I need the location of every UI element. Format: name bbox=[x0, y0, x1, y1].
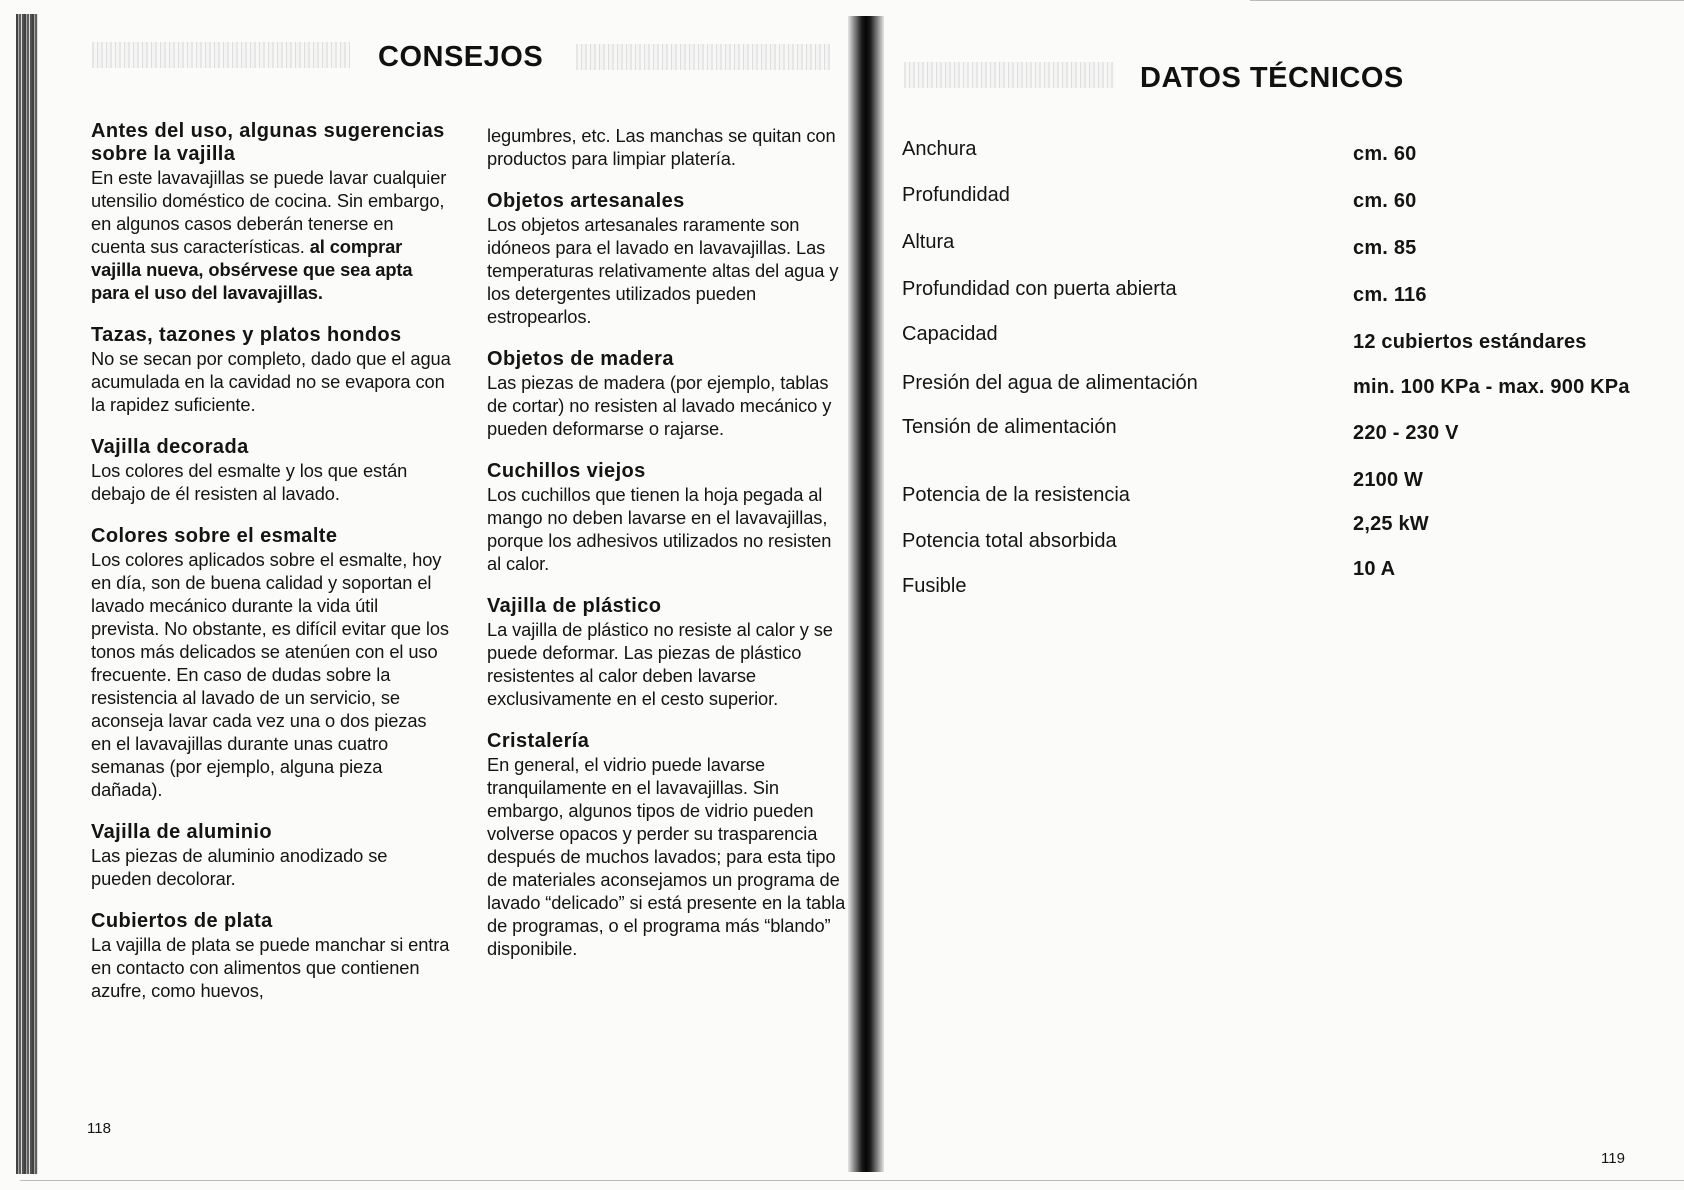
section-heading: Vajilla de aluminio bbox=[91, 821, 272, 843]
section-body: En general, el vidrio puede lavarse tranquilamente en el lavavajillas. Sin embargo, algunos tipos de vidrio pueden volverse opacos y perder su trasparencia después de muchos lavados; para esta tipo de materiales aconsejamos un programa de lavado “delicado” si está presente en la tabla de programas, o el programa más “blando” disponibile. bbox=[487, 754, 846, 959]
section-colores-esmalte bbox=[91, 525, 451, 801]
spec-row bbox=[880, 372, 1684, 402]
spec-label: Altura bbox=[902, 231, 955, 253]
section-antes-del-uso bbox=[91, 120, 451, 304]
section-heading: Colores sobre el esmalte bbox=[91, 525, 338, 547]
section-body: En este lavavajillas se puede lavar cualquier utensilio doméstico de cocina. Sin embargo, en algunos casos deberán tenerse en cuenta sus características. al comprar vajilla nueva, obsérvese que sea apta para el uso del lavavajillas. bbox=[91, 167, 447, 303]
spec-value: 2100 W bbox=[1353, 469, 1424, 491]
section-body: Los objetos artesanales raramente son idóneos para el lavado en lavavajillas. Las temperaturas relativamente altas del agua y los detergentes utilizados pueden estropearlos. bbox=[487, 214, 839, 327]
section-tazas bbox=[91, 324, 451, 416]
spec-row bbox=[880, 323, 1684, 353]
section-heading: Objetos artesanales bbox=[487, 190, 685, 212]
spec-row bbox=[880, 484, 1684, 514]
section-heading: Antes del uso, algunas sugerencias sobre la vajilla bbox=[91, 120, 445, 165]
section-heading: Vajilla decorada bbox=[91, 436, 249, 458]
section-cuchillos-viejos bbox=[487, 460, 847, 575]
spec-label: Profundidad bbox=[902, 184, 1010, 206]
spec-value: cm. 116 bbox=[1353, 284, 1427, 306]
spec-row bbox=[880, 416, 1684, 446]
title-decoration-right bbox=[576, 44, 830, 70]
text-column-2 bbox=[487, 124, 847, 980]
section-heading: Cubiertos de plata bbox=[91, 910, 273, 932]
section-cubiertos-plata bbox=[91, 910, 451, 1002]
section-body: legumbres, etc. Las manchas se quitan con productos para limpiar platería. bbox=[487, 125, 836, 169]
section-body: Los colores del esmalte y los que están debajo de él resisten al lavado. bbox=[91, 460, 408, 504]
page-number: 119 bbox=[1601, 1150, 1625, 1167]
spec-value: 220 - 230 V bbox=[1353, 422, 1459, 444]
title-decoration-left bbox=[92, 42, 350, 68]
spec-row bbox=[880, 184, 1684, 214]
spec-value: 2,25 kW bbox=[1353, 513, 1429, 535]
spec-label: Profundidad con puerta abierta bbox=[902, 278, 1177, 300]
spec-label: Presión del agua de alimentación bbox=[902, 372, 1198, 394]
spec-label: Tensión de alimentación bbox=[902, 416, 1117, 438]
spec-row bbox=[880, 138, 1684, 168]
section-heading: Tazas, tazones y platos hondos bbox=[91, 324, 402, 346]
spec-value: cm. 85 bbox=[1353, 237, 1417, 259]
spec-value: 12 cubiertos estándares bbox=[1353, 331, 1587, 353]
section-vajilla-plastico bbox=[487, 595, 847, 710]
spec-row bbox=[880, 530, 1684, 560]
text-column-1 bbox=[91, 120, 451, 1022]
section-body: La vajilla de plata se puede manchar si entra en contacto con alimentos que contienen azufre, como huevos, bbox=[91, 934, 450, 1001]
page-number: 118 bbox=[87, 1120, 111, 1137]
title-decoration-left bbox=[904, 62, 1114, 88]
section-body: La vajilla de plástico no resiste al calor y se puede deformar. Las piezas de plástico resistentes al calor deben lavarse exclusivamente en el cesto superior. bbox=[487, 619, 833, 709]
section-body: Los cuchillos que tienen la hoja pegada al mango no deben lavarse en el lavavajillas, porque los adhesivos utilizados no resisten al calor. bbox=[487, 484, 832, 574]
section-objetos-artesanales bbox=[487, 190, 847, 328]
right-page bbox=[880, 0, 1684, 1190]
section-heading: Objetos de madera bbox=[487, 348, 674, 370]
section-body: Las piezas de madera (por ejemplo, tablas de cortar) no resisten al lavado mecánico y pueden deformarse o rajarse. bbox=[487, 372, 832, 439]
section-heading: Vajilla de plástico bbox=[487, 595, 662, 617]
section-body: Las piezas de aluminio anodizado se pueden decolorar. bbox=[91, 845, 388, 889]
section-vajilla-aluminio bbox=[91, 821, 451, 890]
spec-value: 10 A bbox=[1353, 558, 1396, 580]
spec-row bbox=[880, 231, 1684, 261]
section-body: No se secan por completo, dado que el agua acumulada en la cavidad no se evapora con la rapidez suficiente. bbox=[91, 348, 451, 415]
spec-label: Anchura bbox=[902, 138, 977, 160]
page-title: CONSEJOS bbox=[378, 41, 544, 73]
spec-label: Potencia de la resistencia bbox=[902, 484, 1130, 506]
spec-label: Fusible bbox=[902, 575, 967, 597]
section-heading: Cuchillos viejos bbox=[487, 460, 646, 482]
section-continuacion bbox=[487, 124, 847, 170]
spec-row bbox=[880, 575, 1684, 605]
spec-value: cm. 60 bbox=[1353, 190, 1417, 212]
section-body: Los colores aplicados sobre el esmalte, hoy en día, son de buena calidad y soportan el lavado mecánico durante la vida útil prevista. No obstante, es difícil evitar que los tonos más delicados se atenúen con el uso frecuente. En caso de dudas sobre la resistencia al lavado de un servicio, se aconseja lavar cada vez una o dos piezas en el lavavajillas durante unas cuatro semanas (por ejemplo, alguna pieza dañada). bbox=[91, 549, 449, 800]
spec-label: Potencia total absorbida bbox=[902, 530, 1117, 552]
section-cristaleria bbox=[487, 730, 847, 960]
spec-row bbox=[880, 278, 1684, 308]
spec-value: cm. 60 bbox=[1353, 143, 1417, 165]
section-heading: Cristalería bbox=[487, 730, 590, 752]
spec-label: Capacidad bbox=[902, 323, 998, 345]
spec-value: min. 100 KPa - max. 900 KPa bbox=[1353, 376, 1630, 398]
page-title: DATOS TÉCNICOS bbox=[1140, 62, 1404, 94]
section-vajilla-decorada bbox=[91, 436, 451, 505]
section-objetos-madera bbox=[487, 348, 847, 440]
